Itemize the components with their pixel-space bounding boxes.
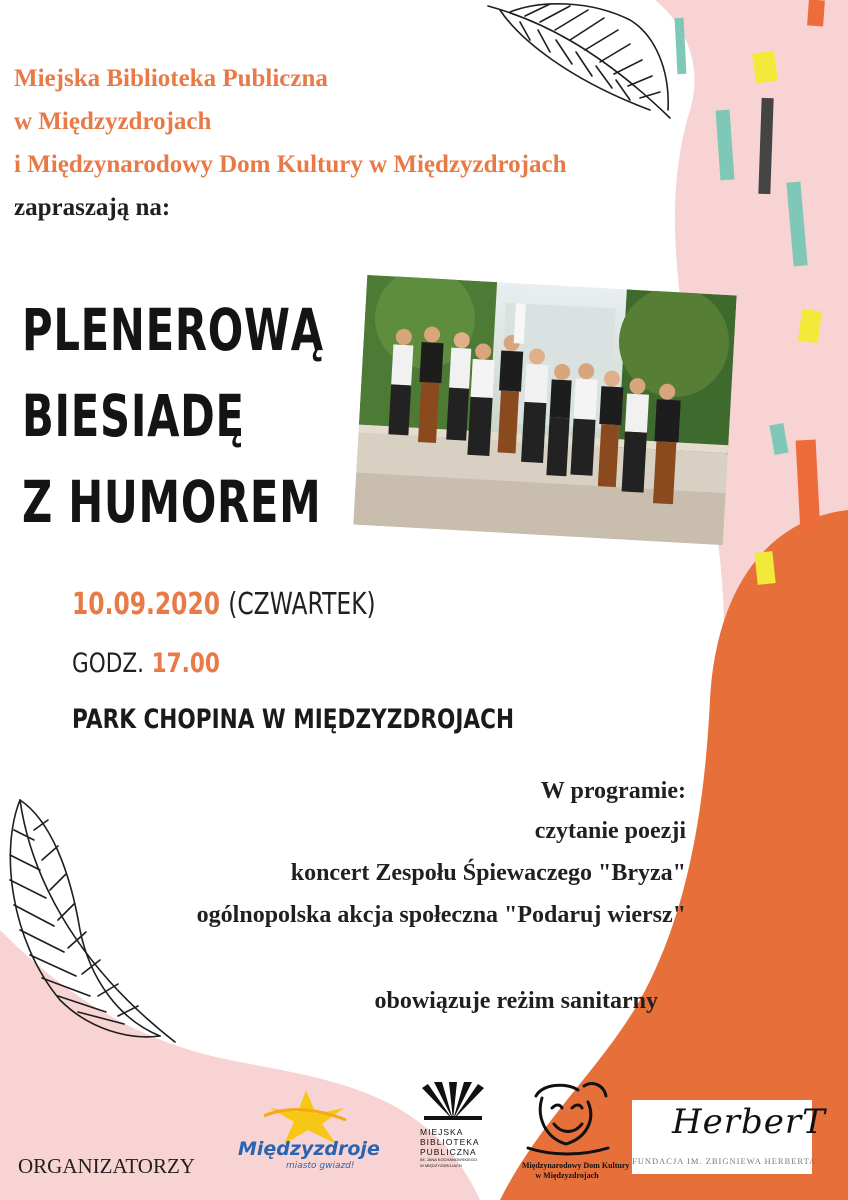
title-line-1: PLENEROWĄ	[22, 296, 324, 364]
title-line-3: Z HUMOREM	[22, 468, 322, 536]
event-day: (CZWARTEK)	[228, 587, 376, 622]
dash	[807, 0, 825, 27]
organizer-line-1: Miejska Biblioteka Publiczna	[14, 65, 328, 92]
organizers-label: ORGANIZATORZY	[18, 1154, 195, 1178]
logo-miedzyzdroje	[236, 1086, 380, 1178]
logo-miedzyzdroje-tagline: miasto gwiazd!	[286, 1161, 355, 1171]
logo-mdk-line: w Międzyzdrojach	[535, 1171, 599, 1180]
event-place: PARK CHOPINA W MIĘDZYZDROJACH	[72, 704, 515, 735]
title-line-2: BIESIADĘ	[22, 382, 245, 450]
group-photo	[353, 275, 736, 545]
dash	[752, 51, 778, 84]
program-heading: W programie:	[540, 778, 686, 804]
program-item: czytanie poezji	[534, 818, 686, 844]
sanitary-note: obowiązuje reżim sanitarny	[374, 988, 658, 1014]
logo-library-text	[420, 1127, 486, 1169]
sunburst-book-icon	[420, 1082, 486, 1122]
organizer-line-2: w Międzyzdrojach	[14, 108, 212, 135]
invite-text: zapraszają na:	[14, 194, 171, 221]
event-time: 17.00	[151, 648, 220, 679]
logo-miedzyzdroje-name: Międzyzdroje	[238, 1138, 380, 1160]
logo-library-line: PUBLICZNA	[420, 1147, 477, 1157]
event-time-line	[72, 648, 220, 680]
event-date-line	[72, 588, 376, 622]
logo-library-line: W MIĘDZYZDROJACH	[420, 1163, 462, 1168]
program-item: ogólnopolska akcja społeczna "Podaruj wiersz"	[196, 902, 686, 928]
logo-mdk-text	[522, 1161, 630, 1181]
logo-library-line: IM. JANA KOCHANOWSKIEGO	[420, 1157, 478, 1162]
event-date: 10.09.2020	[72, 587, 221, 622]
logo-herbert-caption: FUNDACJA IM. ZBIGNIEWA HERBERTA	[632, 1156, 817, 1166]
feather-icon	[480, 0, 680, 140]
event-time-label: GODZ.	[72, 648, 145, 679]
logo-herbert-signature: HerberT	[672, 1102, 826, 1142]
organizer-line-3: i Międzynarodowy Dom Kultury w Międzyzdrojach	[14, 151, 567, 178]
program-item: koncert Zespołu Śpiewaczego "Bryza"	[290, 860, 686, 886]
feather-icon	[0, 790, 180, 1050]
logo-mdk	[522, 1078, 630, 1182]
theatre-masks-icon	[522, 1078, 612, 1156]
logo-library	[420, 1082, 486, 1186]
logo-herbert	[632, 1100, 826, 1174]
logo-library-line: BIBLIOTEKA	[420, 1137, 480, 1147]
logo-library-line: MIEJSKA	[420, 1127, 464, 1137]
dash	[754, 551, 775, 585]
logo-mdk-line: Międzynarodowy Dom Kultury	[522, 1161, 630, 1170]
star-icon	[236, 1086, 366, 1146]
